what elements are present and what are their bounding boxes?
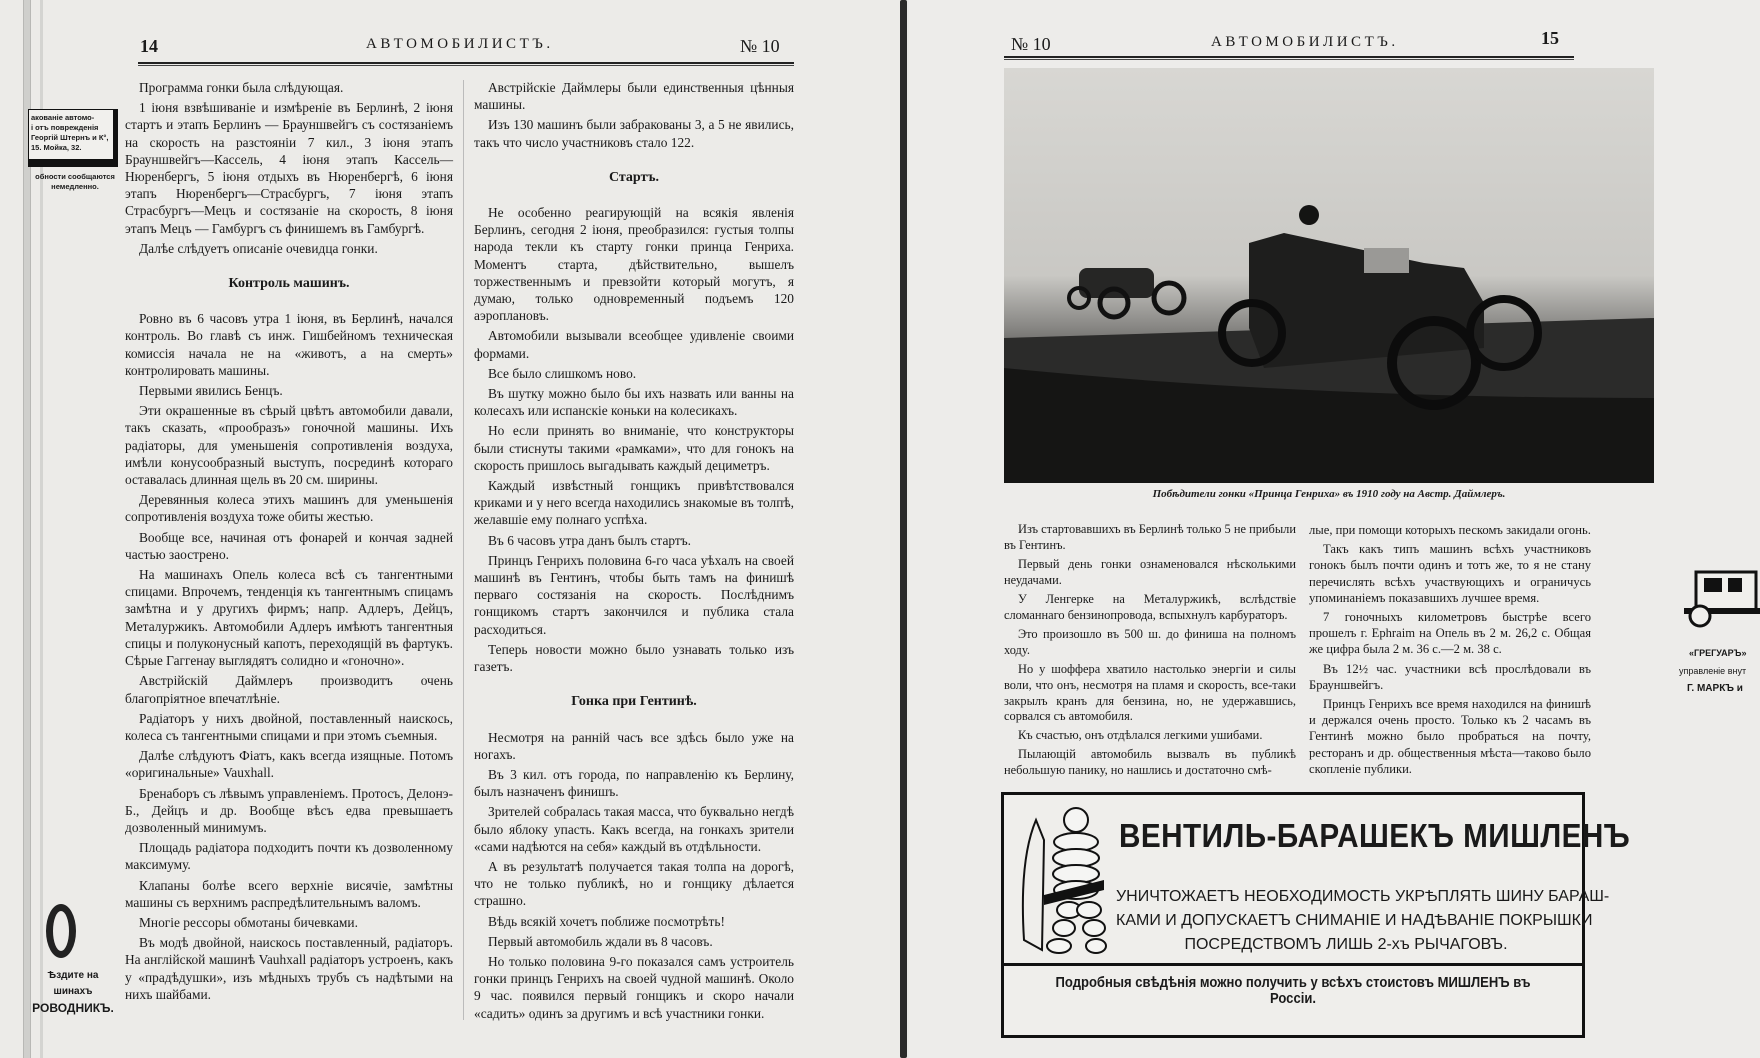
side-ad-line: «ГРЕГУАРЪ»	[1689, 648, 1747, 658]
paragraph: Вѣдь всякій хочетъ поближе посмотрѣть!	[488, 913, 725, 929]
paragraph: На машинахъ Опель колеса всѣ съ тангентными спицами. Впрочемъ, тенденція къ тангентнымъ спицамъ замѣтна и у другихъ фирмъ; напр. Адлеръ, Дейцъ, Металуржикъ. Автомобили Адлеръ имѣютъ тангентныя спицы и полуконусный капотъ, переходящій въ фартукъ. Сѣрые Гаггенау выглядятъ солидно и «гоночно».	[125, 567, 453, 669]
paragraph: Но у шоффера хватило настолько энергіи и силы воли, что онъ, несмотря на пламя и скорость, все-таки закрылъ кранъ для бензина, но, не удержавшись, сорвался съ автомобиля.	[1004, 661, 1296, 724]
section-heading: Гонка при Гентинѣ.	[571, 694, 697, 710]
paragraph: лые, при помощи которыхъ пескомъ закидали огонь.	[1309, 523, 1591, 537]
page-header	[140, 36, 790, 56]
paragraph: 7 гоночныхъ километровъ быстрѣе всего прошелъ г. Ephraim на Опель въ 2 м. 26,2 с. Общая же цифра была 2 м. 36 с.—2 м. 38 с.	[1309, 610, 1591, 657]
side-ad-line: Ѣздите на	[47, 970, 99, 981]
issue-number: № 10	[1011, 34, 1051, 54]
section-heading: Контроль машинъ.	[228, 276, 350, 292]
paragraph: Первыми явились Бенцъ.	[139, 383, 283, 399]
side-ad-line: управленіе внут	[1679, 666, 1747, 676]
paragraph: Многіе рессоры обмотаны бичевками.	[139, 914, 358, 930]
paragraph: Принцъ Генрихъ половина 6-го часа уѣхалъ на своей машинѣ въ Гентинъ, чтобы быть тамъ на финишѣ перваго состязанія на скорость. Послѣднимъ гонщикомъ стартъ закончился и публика стала расходиться.	[474, 552, 794, 637]
paragraph: Далѣе слѣдуетъ описаніе очевидца гонки.	[139, 240, 378, 256]
paragraph: 1 іюня взвѣшиваніе и измѣреніе въ Берлинѣ, 2 іюня стартъ и этапъ Берлинъ — Брауншвейгъ съ состязаніемъ на скорость на разстояніи 7 кил., 3 іюня этапъ Брауншвейгъ—Кассель, 4 іюня этапъ Кассель—Нюренбергъ, 5 іюня отдыхъ въ Нюренбергѣ, 6 іюня этапъ Нюренбергъ—Страсбургъ, 7 іюня этапъ Страсбургъ—Мецъ и состязаніе на скорость, 8 іюня этапъ Мецъ — Гамбургъ съ финишемъ въ Гамбургѣ.	[125, 100, 453, 236]
paragraph: Принцъ Генрихъ все время находился на финишѣ и держался очень просто. Только къ 2 часамъ въ Гентинѣ можно было пробраться на почту, ресторанъ и др. общественныя мѣста—таково было скопленіе публики.	[1309, 697, 1591, 776]
michelin-ad-body-line: КАМИ И ДОПУСКАЕТЪ СНИМАНІЕ И НАДѢВАНІЕ ПОКРЫШКИ	[1116, 912, 1593, 929]
paragraph: Вообще все, начиная отъ фонарей и кончая задней частью заострено.	[125, 529, 453, 562]
issue-number: № 10	[740, 36, 780, 56]
race-photo	[1004, 68, 1654, 483]
paragraph: Далѣе слѣдуютъ Фіатъ, какъ всегда изящные. Потомъ «оригинальные» Vauxhall.	[125, 748, 453, 781]
paragraph: У Ленгерке на Металуржикѣ, вслѣдствіе сломаннаго бензинопровода, вспыхнулъ карбураторъ.	[1004, 591, 1296, 622]
journal-title: АВТОМОБИЛИСТЪ.	[1211, 34, 1399, 50]
side-ad-right	[1679, 644, 1760, 698]
side-ad-top	[28, 109, 118, 167]
side-ad-note-line: немедленно.	[51, 182, 99, 191]
michelin-man-icon	[1014, 800, 1114, 960]
paragraph: Первый автомобиль ждали въ 8 часовъ.	[488, 933, 713, 949]
tire-icon	[46, 904, 76, 958]
paragraph: Не особенно реагирующій на всякія явленія Берлинъ, сегодня 2 іюня, преобразился: густыя толпы народа текли къ старту гонки принца Генриха. Моментъ старта, дѣйствительно, вышелъ торжественнымъ и превзойти который могутъ, я думаю, только одновременный подъемъ 120 аэроплановъ.	[474, 205, 794, 324]
paragraph: Эти окрашенные въ сѣрый цвѣтъ автомобили давали, такъ сказать, «прообразъ» гоночной машины. Ихъ радіаторы, для уменьшенія сопротивленія воздуха, имѣли конусообразный выступъ, посрединѣ котораго оставалась длинная щель въ 20 см. ширины.	[125, 403, 453, 488]
rear-race-car	[1069, 268, 1184, 317]
page-number: 15	[1541, 28, 1559, 48]
side-ad-bottom	[28, 968, 118, 1016]
paragraph: Въ модѣ двойной, наискось поставленный, радіаторъ. На англійской машинѣ Vauhxall радіаторъ устроенъ, какъ у «прадѣдушки», изъ мѣдныхъ трубъ съ надѣтыми на нихъ шайбами.	[125, 935, 453, 1002]
side-ad-line: і отъ поврежденія	[31, 123, 99, 132]
paragraph: Теперь новости можно было узнавать только изъ газетъ.	[474, 641, 794, 675]
page-number: 14	[140, 36, 158, 56]
paragraph: Изъ 130 машинъ были забракованы 3, а 5 не явились, такъ что число участниковъ стало 122.	[474, 117, 794, 150]
michelin-ad	[1001, 792, 1631, 1038]
page-header	[1011, 28, 1581, 54]
paragraph: Пылающій автомобиль вызвалъ въ публикѣ небольшую панику, но нашлись и достаточно смѣ-	[1004, 747, 1296, 778]
paragraph: Изъ стартовавшихъ въ Берлинѣ только 5 не прибыли въ Гентинъ.	[1004, 522, 1296, 552]
paragraph: А въ результатѣ получается такая толпа на дорогѣ, что не только публикѣ, но и гонщику дѣлается страшно.	[474, 858, 794, 909]
side-ad-line: Г. МАРКЪ и	[1687, 683, 1743, 694]
paragraph: Деревянныя колеса этихъ машинъ для уменьшенія сопротивленія воздуха тоже обиты жестью.	[125, 492, 453, 525]
header-rule	[1004, 56, 1574, 60]
paragraph: Каждый извѣстный гонщикъ привѣтствовался криками и у него всегда находились знакомые въ толпѣ, желавшіе ему полнаго успѣха.	[474, 478, 794, 528]
michelin-ad-body-line: УНИЧТОЖАЕТЪ НЕОБХОДИМОСТЬ УКРѢПЛЯТЬ ШИНУ БАРАШ-	[1116, 888, 1610, 905]
paragraph: Но только половина 9-го показался самъ устроитель гонки принцъ Генрихъ на своей чудной машинѣ. Около 9 час. появился первый гонщикъ и скоро начали «садить» одинъ за другимъ и всѣ участники гонки.	[474, 953, 794, 1021]
paragraph: Все было слишкомъ ново.	[488, 365, 637, 381]
paragraph: Въ 6 часовъ утра данъ былъ стартъ.	[488, 532, 692, 548]
paragraph: Площадь радіатора подходитъ почти къ дозволенному максимуму.	[125, 840, 453, 873]
michelin-ad-footer: Подробныя свѣдѣнія можно получить у всѣхъ стоистовъ МИШЛЕНЪ въ Россіи.	[1055, 975, 1531, 1007]
paragraph: Въ шутку можно было бы ихъ назвать или ванны на колесахъ или испанскіе коньки на колесикахъ.	[474, 386, 794, 419]
michelin-ad-body	[1116, 885, 1610, 957]
side-ad-line: Георгій Штернъ и К°,	[31, 133, 109, 142]
journal-title: АВТОМОБИЛИСТЪ.	[366, 36, 554, 52]
side-ad-line: акованіе автомо-	[31, 113, 95, 122]
photo-caption: Побѣдители гонки «Принца Генриха» въ 1910 году на Австр. Даймлеръ.	[1152, 488, 1506, 500]
left-column-1	[125, 79, 453, 1006]
michelin-ad-main	[1004, 795, 1631, 966]
right-page	[909, 0, 1760, 1058]
paragraph: Австрійскіе Даймлеры были единственныя цѣнныя машины.	[474, 80, 794, 113]
paragraph: Автомобили вызывали всеобщее удивленіе своими формами.	[474, 328, 794, 361]
paragraph: Бренаборъ съ лѣвымъ управленіемъ. Протосъ, Делонэ-Б., Дейцъ и др. Вообще вѣсъ едва превышаетъ дозволенный минимумъ.	[125, 785, 453, 835]
paragraph: Въ 12½ час. участники всѣ прослѣдовали въ Брауншвейгъ.	[1309, 661, 1591, 692]
race-cars-illustration	[1004, 68, 1654, 483]
paragraph: Австрійскій Даймлеръ производитъ очень благопріятное впечатлѣніе.	[125, 673, 453, 706]
paragraph: Первый день гонки ознаменовался нѣсколькими неудачами.	[1004, 556, 1296, 587]
paragraph: Несмотря на ранній часъ все здѣсь было уже на ногахъ.	[474, 729, 794, 762]
paragraph: Въ 3 кил. отъ города, по направленію къ Берлину, былъ назначенъ финишъ.	[474, 766, 794, 800]
paragraph: Къ счастью, онъ отдѣлался легкими ушибами.	[1018, 728, 1263, 743]
side-ad-note-line: обности сообщаются	[35, 172, 115, 181]
paragraph: Радіаторъ у нихъ двойной, поставленный наискось, колеса съ тангентными спицами и при этомъ съемныя.	[125, 710, 453, 743]
car-illustration-icon	[1684, 568, 1760, 628]
michelin-ad-body-line: ПОСРЕДСТВОМЪ ЛИШЬ 2-хъ РЫЧАГОВЪ.	[1184, 936, 1508, 953]
section-heading: Стартъ.	[608, 169, 660, 185]
paragraph: Программа гонки была слѣдующая.	[139, 80, 344, 95]
paragraph: Зрителей собралась такая масса, что буквально негдѣ было яблоку упасть. Какъ всегда, на гонкахъ зрители «сами надѣются на себя» каждый въ отдѣльности.	[474, 804, 794, 854]
side-ad-line: РОВОДНИКЪ.	[32, 1001, 114, 1015]
right-column-2	[1309, 522, 1591, 780]
paragraph: Клапаны болѣе всего верхніе висячіе, замѣтны машины съ верхнимъ распредѣлительнымъ валомъ.	[125, 877, 453, 910]
right-column-1	[1004, 522, 1296, 782]
paragraph: Это произошло въ 500 ш. до финиша на полномъ ходу.	[1004, 626, 1296, 657]
paragraph: Ровно въ 6 часовъ утра 1 іюня, въ Берлинѣ, начался контроль. Во главѣ съ инж. Гишбейномъ техническая комиссія начала не на «животъ, а на смерть» контролировать машины.	[125, 311, 453, 378]
paragraph: Но если принять во вниманіе, что конструкторы были стиснуты такими «рамками», что для гонокъ на скорость пришлось выгадывать каждый дециметръ.	[474, 423, 794, 473]
header-rule	[138, 62, 794, 66]
page-spine	[900, 0, 907, 1058]
side-ad-line: шинахъ	[53, 986, 93, 997]
michelin-ad-headline: ВЕНТИЛЬ-БАРАШЕКЪ МИШЛЕНЪ	[1119, 817, 1631, 854]
column-divider	[463, 80, 464, 1020]
paragraph: Такъ какъ типъ машинъ всѣхъ участниковъ гонокъ былъ почти одинъ и тотъ же, то я не стану перечислять всѣхъ участвующихъ и ограничусь упоминаніемъ показавшихъ лучшее время.	[1309, 542, 1591, 605]
side-ad-line: 15. Мойка, 32.	[31, 143, 82, 152]
side-ad-note	[30, 172, 120, 192]
left-column-2	[474, 79, 794, 1025]
